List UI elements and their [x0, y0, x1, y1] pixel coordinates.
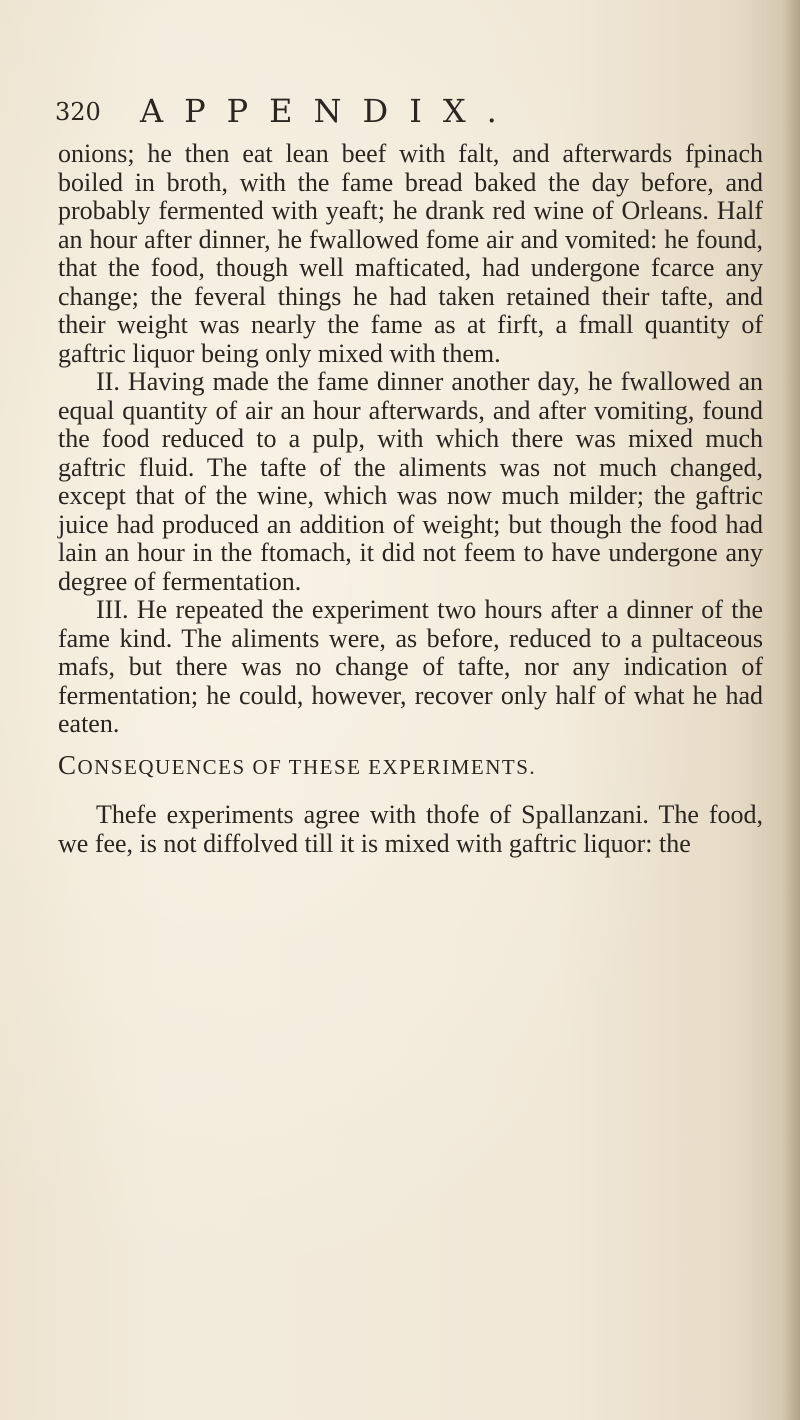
- page-header: [55, 86, 775, 136]
- paragraph-experiment-3: III. He repeated the experiment two hours after a dinner of the fame kind. The aliments were, as before, reduced to a pultaceous mafs, but there was no change of tafte, nor any indication of fermentation; he could, however, recover only half of what he had eaten.: [58, 595, 763, 738]
- body-text: [58, 140, 763, 858]
- section-heading: [58, 751, 763, 782]
- paragraph-experiment-2: II. Having made the fame dinner another day, he fwallowed an equal quantity of air an hour afterwards, and after vomiting, found the food reduced to a pulp, with which there was mixed much gaftric fluid. The tafte of the aliments was not much changed, except that of the wine, which was now much milder; the gaftric juice had produced an addition of weight; but though the food had lain an hour in the ftomach, it did not feem to have undergone any degree of fermentation.: [58, 367, 763, 596]
- paragraph-consequences: Thefe experiments agree with thofe of Spallanzani. The food, we fee, is not diffolved till it is mixed with gaftric liquor: the: [58, 800, 763, 858]
- running-head: APPENDIX.: [140, 92, 518, 130]
- section-heading-initial: C: [58, 749, 78, 780]
- paragraph-continued: onions; he then eat lean beef with falt, and afterwards fpinach boiled in broth, with the fame bread baked the day before, and probably fermented with yeaft; he drank red wine of Orleans. Half an hour after dinner, he fwallowed fome air and vomited: he found, that the food, though well mafticated, had undergone fcarce any change; the feveral things he had taken retained their tafte, and their weight was nearly the fame as at firft, a fmall quantity of gaftric liquor being only mixed with them.: [58, 139, 763, 368]
- section-heading-text: ONSEQUENCES OF THESE EXPERIMENTS.: [77, 754, 537, 779]
- page-edge-shadow: [782, 0, 800, 1420]
- page-number: 320: [55, 98, 101, 126]
